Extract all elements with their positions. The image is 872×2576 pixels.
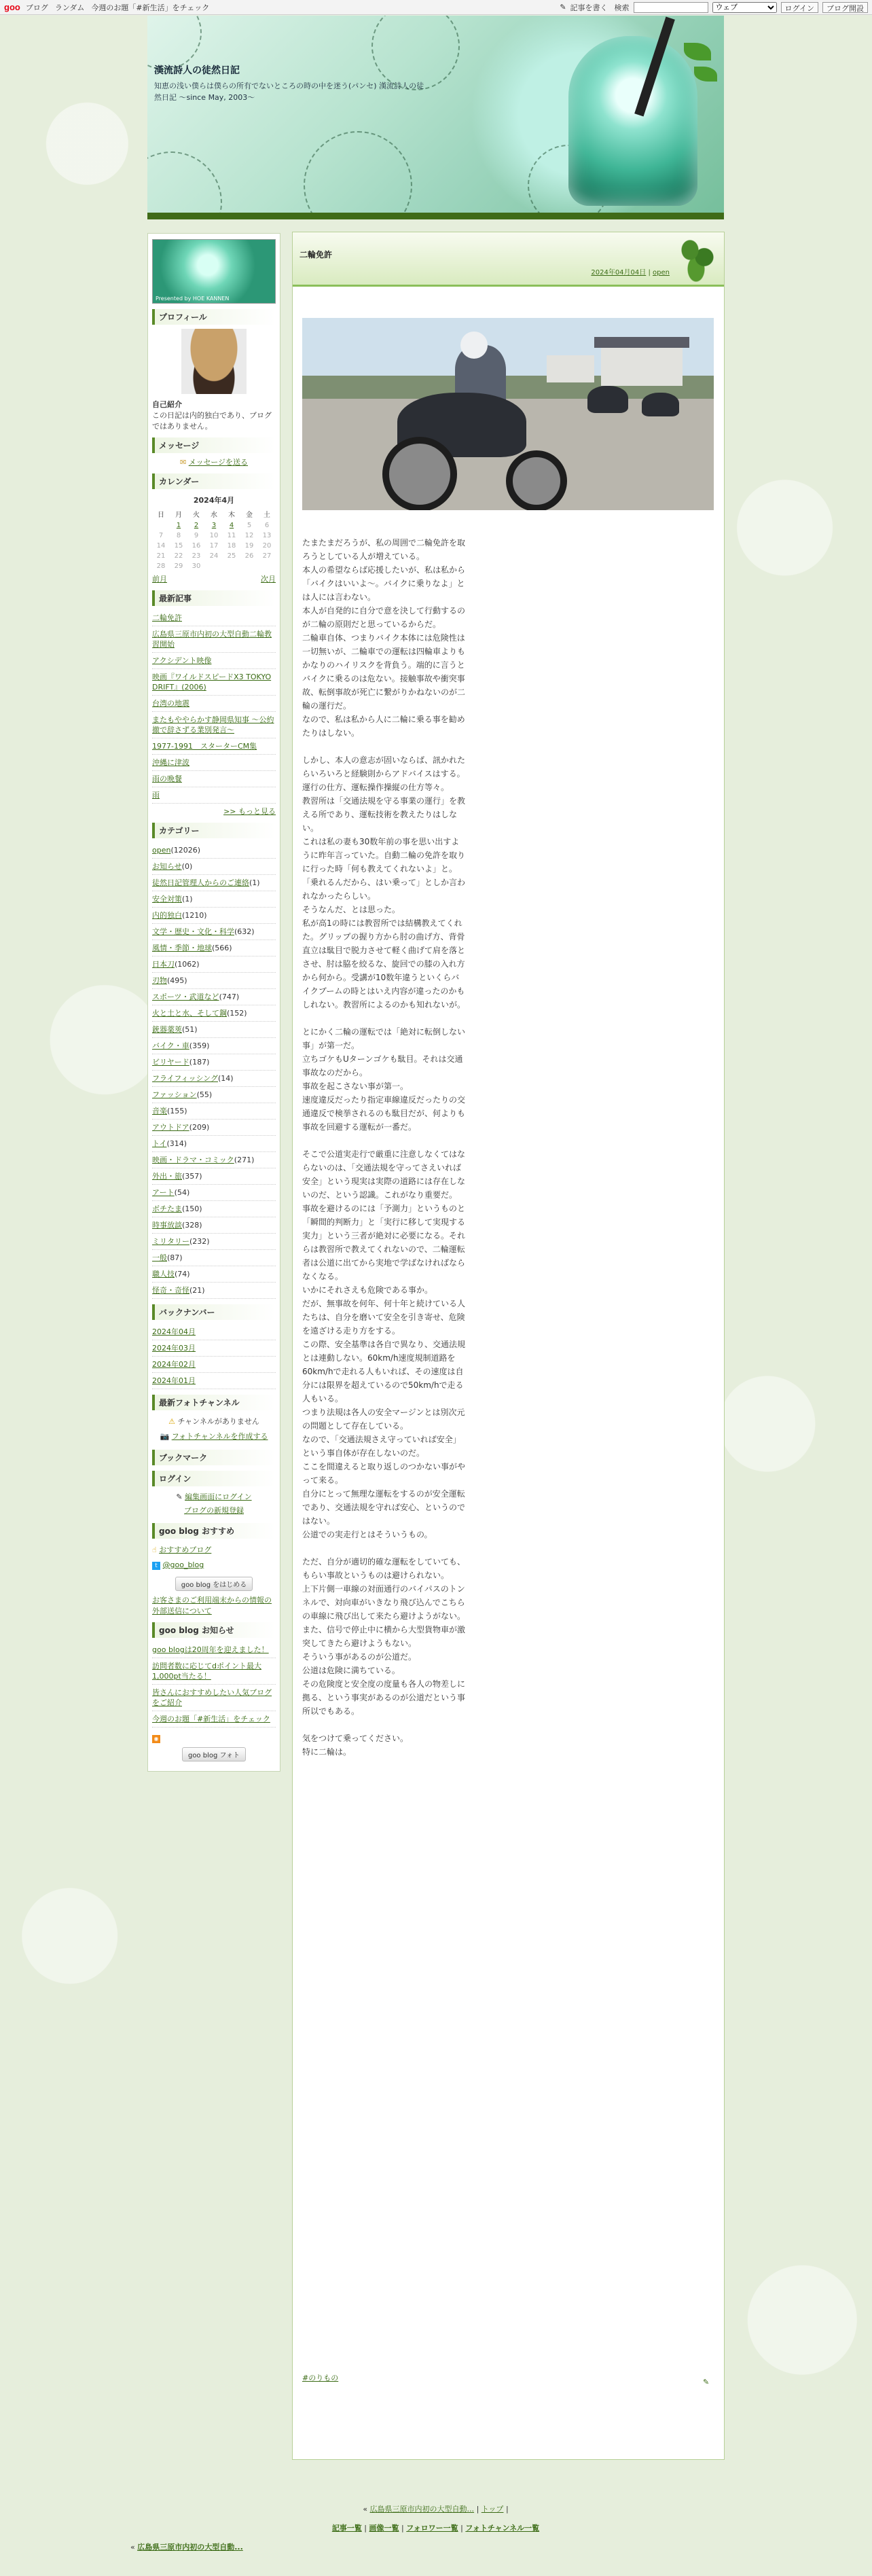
- category-count: (1062): [175, 960, 200, 969]
- calendar-nav: [152, 574, 276, 585]
- calendar-day: [152, 520, 170, 531]
- news-link[interactable]: 皆さんにおすすめしたい人気ブログをご紹介: [152, 1688, 272, 1707]
- calendar-day: 23: [192, 552, 201, 560]
- top-link[interactable]: トップ: [481, 2505, 504, 2514]
- prev-article-full-link[interactable]: 広島県三原市内初の大型自動...: [137, 2543, 243, 2552]
- list-item: [152, 1373, 276, 1389]
- edit-pencil-icon[interactable]: ✎: [703, 2378, 710, 2386]
- category-count: (1): [249, 878, 260, 887]
- open-blog-button[interactable]: ブログ開設: [822, 2, 868, 13]
- backnumber-heading: バックナンバー: [152, 1304, 276, 1320]
- list-item: [152, 771, 276, 787]
- list-item: [152, 696, 276, 712]
- category-link[interactable]: open: [152, 846, 171, 855]
- list-item: [152, 1357, 276, 1373]
- category-item: [152, 1120, 276, 1136]
- category-item: [152, 1005, 276, 1022]
- category-count: (14): [217, 1074, 234, 1083]
- photochannel-none-text: チャンネルがありません: [177, 1417, 259, 1426]
- write-article-link[interactable]: 記事を書く: [570, 3, 608, 12]
- ornament-circle: [147, 151, 222, 219]
- category-count: (357): [182, 1172, 202, 1181]
- category-link[interactable]: アウトドア: [152, 1123, 189, 1132]
- category-link[interactable]: 外出・旅: [152, 1172, 182, 1181]
- category-item: [152, 1217, 276, 1234]
- entry-paragraph: たまたまだろうが、私の周囲で二輪免許を取ろうとしている人が増えている。 本人の希望ならば応援したいが、私は私から「バイクはいいよ〜。バイクに乗りなよ」とは人には言わない。 本人が自発的に自分で意を決して行動するのが二輪の原則だと思っているからだ。 二輪車自体、つまりバイク本体には危険性は一切無いが、二輪車での運転は四輪車よりもかなりのハイリスクを背負う。端的に言うとバイクに乗るのは危ない。接触事故や衝突事故、転倒事故が死亡に繋がりかねないのが二輪の運行だ。 なので、私は私から人に二輪に乗る事を勧めたりはしない。: [302, 538, 466, 738]
- twitter-link[interactable]: @goo_blog: [162, 1560, 204, 1569]
- photo-house: [547, 355, 594, 382]
- list-item: [152, 787, 276, 804]
- category-item: [152, 1087, 276, 1103]
- calendar-day: [240, 561, 258, 571]
- photochannel-none: [152, 1414, 276, 1429]
- toolbar-link-weekly-theme[interactable]: 今週のお題「#新生活」をチェック: [91, 3, 210, 12]
- calendar-week: [152, 520, 276, 531]
- calendar-day: 30: [192, 562, 201, 570]
- category-link[interactable]: ビリヤード: [152, 1058, 189, 1067]
- category-link[interactable]: 銃器薬莢: [152, 1025, 182, 1034]
- list-item: [152, 1642, 276, 1658]
- category-count: (632): [234, 927, 255, 936]
- toolbar-link-random[interactable]: ランダム: [54, 3, 85, 12]
- recent-article-link[interactable]: 広島県三原市内初の大型自動二輪教習開始: [152, 630, 272, 649]
- category-item: [152, 891, 276, 908]
- warning-icon: ⚠: [168, 1417, 176, 1426]
- search-input[interactable]: [634, 2, 708, 13]
- photochannel-create: [152, 1429, 276, 1444]
- calendar-day: 7: [158, 532, 164, 539]
- leaf-decoration: [684, 43, 711, 60]
- login-heading: ログイン: [152, 1471, 276, 1486]
- blog-title[interactable]: 漢流詩人の徒然日記: [154, 65, 240, 76]
- goo-logo[interactable]: goo: [4, 2, 20, 12]
- category-item: [152, 1038, 276, 1054]
- meta-separator: |: [648, 269, 653, 276]
- list-item: [152, 755, 276, 771]
- list-item: [152, 1340, 276, 1357]
- left-sidebar: [147, 233, 280, 1772]
- calendar-day: 24: [209, 552, 219, 560]
- backnumber-list: [152, 1324, 276, 1389]
- calendar-weekday: 火: [193, 512, 200, 519]
- category-count: (12026): [170, 846, 201, 855]
- bookmark-heading: ブックマーク: [152, 1450, 276, 1465]
- calendar-day: 5: [247, 522, 252, 529]
- calendar-day: 8: [176, 532, 181, 539]
- category-item: [152, 973, 276, 989]
- recent-article-link[interactable]: 台湾の地震: [152, 699, 189, 708]
- entry-paragraph: そこで公道実走行で厳重に注意しなくてはならないのは、「交通法規を守ってさえいれば安全」という現実は実際の道路には存在しないのだ、という認識。これがなり重要だ。 事故を避けるのには「予測力」というものと「瞬間的判断力」と「実行に移して実現する実力」という三者が絶対に必要になる。それらは教習所で教えてくれないので、二輪運転者は公道に出てから実地で学ばなければならなくなる。 いかにそれさえも危険である事か。 だが、無事故を何年、何十年と続けている人たちは、自分を磨いて安全を引き寄せ、危険を遠ざける走り方をする。 この際、安全基準は各自で異なり、交通法規とは連動しない。60km/h速度規制道路を60km/hで走れる人もいれば、その速度は自分には限界を超えているので50km/hで走る人もいる。 つまり法規は各人の安全マージンとは別次元の問題として存在している。 なので、「交通法規さえ守っていれば安全」という事自体が存在しないのだ。 ここを間違えると取り返しのつかない事がやって来る。 自分にとって無理な運転をするのが安全運転であり、交通法規を守れば安心、というのではない。 公道での実走行とはそういうもの。: [302, 1149, 466, 1539]
- category-item: [152, 1266, 276, 1283]
- list-item: [152, 1711, 276, 1728]
- list-item: [152, 1324, 276, 1340]
- entry-paragraph: ただ、自分が適切的確な運転をしていても、もらい事故というものは避けられない。 上下片側一車線の対面通行のバイパスのトンネルで、対向車がいきなり飛び込んでこちらの車線に飛び出して来たら避けようがない。 また、信号で停止中に横から大型貨物車が激突してきたら避けようもない。 そういう事があるのが公道だ。 公道は危険に満ちている。 その危険度と安全度の度量も各人の物差しに拠る、という事実があるのが公道だという事所以でもある。: [302, 1557, 466, 1716]
- news-link[interactable]: goo blogは20周年を迎えました！: [152, 1645, 269, 1654]
- category-link[interactable]: 映画・ドラマ・コミック: [152, 1156, 234, 1164]
- category-link[interactable]: 時事放談: [152, 1221, 182, 1230]
- recent-more-link[interactable]: >> もっと見る: [223, 807, 276, 816]
- photo-house: [601, 345, 683, 386]
- article-list-link[interactable]: 記事一覧: [331, 2524, 362, 2533]
- category-list: [152, 842, 276, 1299]
- data-transmission-notice-link[interactable]: お客さまのご利用端末からの情報の外部送信について: [152, 1596, 272, 1615]
- category-count: (152): [227, 1009, 247, 1018]
- sidebar-banner: [152, 239, 276, 304]
- calendar-body: [152, 520, 276, 571]
- category-item: [152, 989, 276, 1005]
- recent-article-link[interactable]: 1977-1991 スターターCM集: [152, 742, 257, 751]
- pencil-icon: ✎: [560, 3, 566, 12]
- calendar-weekday: 金: [246, 512, 253, 519]
- news-link[interactable]: 訪問者数に応じてdポイント最大1,000pt当たる！: [152, 1662, 261, 1681]
- category-item: [152, 1136, 276, 1152]
- recommend-heading: goo blog おすすめ: [152, 1523, 276, 1539]
- calendar-day-link[interactable]: 3: [211, 522, 217, 529]
- recent-article-link[interactable]: 沖縄に津波: [152, 758, 189, 767]
- blog-header: [147, 16, 724, 219]
- recommend-blog-link[interactable]: おすすめブログ: [159, 1545, 212, 1554]
- list-item: [152, 626, 276, 653]
- category-count: (21): [189, 1286, 205, 1295]
- calendar-day: 6: [264, 522, 270, 529]
- calendar-day: [223, 520, 240, 531]
- list-item: [152, 669, 276, 696]
- category-link[interactable]: バイク・車: [152, 1041, 189, 1050]
- category-count: (495): [167, 976, 187, 985]
- separator: |: [476, 2505, 482, 2514]
- calendar-day: 29: [174, 562, 183, 570]
- hand-icon: ☝: [152, 1545, 157, 1554]
- message-heading: メッセージ: [152, 437, 276, 453]
- recent-article-link[interactable]: アクシデント映像: [152, 656, 212, 665]
- category-item: [152, 1283, 276, 1299]
- list-item: [152, 1685, 276, 1711]
- category-link[interactable]: 文学・歴史・文化・科学: [152, 927, 234, 936]
- category-count: (271): [234, 1156, 255, 1164]
- category-item: [152, 1168, 276, 1185]
- category-count: (54): [174, 1188, 190, 1197]
- calendar-day-link[interactable]: 1: [176, 522, 181, 529]
- calendar-day: 25: [227, 552, 236, 560]
- bottom-nav-row2: 記事一覧 | 画像一覧 | フォロワー一覧 | フォトチャンネル一覧: [331, 2524, 540, 2533]
- calendar-day: 16: [192, 542, 201, 550]
- start-goo-blog-button[interactable]: goo blog をはじめる: [175, 1577, 253, 1591]
- blog-description: 知恵の浅い僕らは僕らの所有でないところの時の中を迷う(パンセ) 漢流詩人の徒然日記 〜since May, 2003〜: [154, 82, 424, 102]
- category-item: [152, 924, 276, 940]
- calendar-day: 10: [209, 532, 219, 539]
- recent-articles-list: [152, 610, 276, 804]
- category-item: [152, 1201, 276, 1217]
- category-count: (87): [167, 1253, 183, 1262]
- category-count: (74): [175, 1270, 190, 1278]
- list-item: [152, 610, 276, 626]
- calendar-weekday: 土: [264, 512, 270, 519]
- calendar-day: 15: [174, 542, 183, 550]
- photo-helmet: [460, 332, 488, 359]
- calendar-weekday: 水: [211, 512, 217, 519]
- calendar-next-link[interactable]: 次月: [261, 575, 276, 584]
- calendar-day: [223, 561, 240, 571]
- calendar-day: 21: [156, 552, 166, 560]
- calendar-day: 13: [262, 532, 272, 539]
- calendar-weekdays: [152, 507, 276, 520]
- calendar-day: 9: [194, 532, 199, 539]
- category-item: [152, 875, 276, 891]
- category-link[interactable]: ボチたま: [152, 1204, 182, 1213]
- category-link[interactable]: 内的独白: [152, 911, 182, 920]
- category-link[interactable]: 一般: [152, 1253, 167, 1262]
- news-list: [152, 1642, 276, 1728]
- news-heading: goo blog お知らせ: [152, 1622, 276, 1638]
- ornament-circle: [371, 16, 460, 90]
- entry-header: [293, 232, 724, 287]
- edit-login-link[interactable]: 編集画面にログイン: [185, 1492, 252, 1501]
- profile-avatar: [181, 329, 247, 394]
- entry-meta: [591, 266, 670, 276]
- prev-article-link[interactable]: 広島県三原市内初の大型自動...: [369, 2505, 475, 2514]
- search-scope-select[interactable]: [712, 2, 777, 13]
- category-count: (1): [182, 895, 193, 904]
- recent-article-link[interactable]: またもややらかす静岡県知事 〜公約撤で辞さずる業別発言〜: [152, 715, 274, 734]
- new-blog-link[interactable]: ブログの新規登録: [184, 1506, 244, 1515]
- entry-footer: [302, 2372, 710, 2386]
- entry-category-link[interactable]: open: [653, 269, 670, 276]
- entry-paragraph: 気をつけて乗ってください。 特に二輪は。: [302, 1734, 409, 1757]
- category-item: [152, 859, 276, 875]
- category-count: (155): [167, 1107, 187, 1115]
- profile-intro-text: この日記は内的独白であり、ブログではありません。: [152, 411, 272, 431]
- photo-wheel: [506, 450, 567, 510]
- entry-title: 二輪免許: [299, 250, 333, 260]
- category-link[interactable]: トイ: [152, 1139, 167, 1148]
- photo-wheel: [382, 437, 457, 510]
- banner-text: Presented by HOE KANNEN: [156, 296, 230, 302]
- main-entry: [292, 232, 725, 2460]
- category-item: [152, 956, 276, 973]
- login-button[interactable]: ログイン: [781, 2, 818, 13]
- calendar: [152, 493, 276, 571]
- category-link[interactable]: 安全対策: [152, 895, 182, 904]
- category-count: (328): [182, 1221, 202, 1230]
- category-count: (359): [189, 1041, 210, 1050]
- calendar-day: 28: [156, 562, 166, 570]
- calendar-day: 19: [244, 542, 254, 550]
- calendar-day: [187, 520, 205, 531]
- bottom-nav-row3: [130, 2538, 724, 2557]
- category-count: (51): [182, 1025, 198, 1034]
- calendar-day: 20: [262, 542, 272, 550]
- calendar-day: 22: [174, 552, 183, 560]
- category-link[interactable]: フライフィッシング: [152, 1074, 218, 1083]
- entry-tag-link[interactable]: #のりもの: [302, 2374, 339, 2382]
- twitter-icon: t: [152, 1562, 160, 1570]
- category-link[interactable]: アート: [152, 1188, 175, 1197]
- category-link[interactable]: 風情・季節・地球: [152, 944, 212, 952]
- entry-body: [302, 536, 465, 1772]
- calendar-week: [152, 551, 276, 561]
- leaf-decoration: [694, 67, 717, 82]
- backnumber-link[interactable]: 2024年01月: [152, 1376, 196, 1385]
- category-item: [152, 1250, 276, 1266]
- category-count: (1210): [182, 911, 207, 920]
- category-count: (747): [219, 992, 240, 1001]
- recent-article-link[interactable]: 雨: [152, 791, 160, 800]
- category-link[interactable]: 職人技: [152, 1270, 175, 1278]
- calendar-day: [205, 561, 223, 571]
- profile-heading: プロフィール: [152, 309, 276, 325]
- category-count: (55): [196, 1090, 213, 1099]
- category-link[interactable]: 日本刀: [152, 960, 175, 969]
- calendar-heading: カレンダー: [152, 473, 276, 489]
- envelope-icon: ✉: [179, 458, 187, 467]
- photo-motorcycle-distant: [642, 393, 679, 416]
- category-count: (232): [189, 1237, 210, 1246]
- calendar-day: [205, 520, 223, 531]
- category-link[interactable]: 火と土と水、そして鋼: [152, 1009, 227, 1018]
- calendar-day: 12: [244, 532, 254, 539]
- entry-paragraph: とにかく二輪の運転では「絶対に転倒しない事」が第一だ。 立ちゴケもUターンゴケも駄目。それは交通事故なのだから。 事故を起こさない事が第一。 速度違反だったり指定車線違反だったりの交通違反で検挙されるのも駄目だが、何よりも事故を回避する運転が一番だ。: [302, 1027, 466, 1132]
- category-item: [152, 1022, 276, 1038]
- calendar-day: 18: [227, 542, 236, 550]
- image-list-link[interactable]: 画像一覧: [369, 2524, 399, 2533]
- calendar-day: [258, 561, 276, 571]
- recent-heading: 最新記事: [152, 590, 276, 606]
- message-block: [152, 457, 276, 468]
- goo-toolbar: [0, 0, 872, 15]
- recent-article-link[interactable]: 二輪免許: [152, 613, 182, 622]
- dessert-glass-image: [568, 36, 697, 206]
- calendar-weekday: 日: [158, 512, 164, 519]
- prev-arrow-icon: «: [130, 2543, 135, 2552]
- toolbar-link-blog[interactable]: ブログ: [25, 3, 48, 12]
- news-link[interactable]: 今週のお題「#新生活」をチェック: [152, 1715, 270, 1723]
- recent-article-link[interactable]: 映画『ワイルドスピードX3 TOKYO DRIFT』(2006): [152, 673, 272, 692]
- backnumber-link[interactable]: 2024年04月: [152, 1327, 196, 1336]
- calendar-day-link[interactable]: 4: [229, 522, 234, 529]
- category-item: [152, 1152, 276, 1168]
- category-link[interactable]: 怪奇・奇怪: [152, 1286, 189, 1295]
- ornament-circle: [304, 131, 412, 219]
- list-item: [152, 653, 276, 669]
- category-item: [152, 1071, 276, 1087]
- calendar-day: 17: [209, 542, 219, 550]
- leaf-decoration: [678, 236, 719, 283]
- category-count: (187): [189, 1058, 210, 1067]
- send-message-link[interactable]: メッセージを送る: [188, 458, 249, 467]
- photochannel-heading: 最新フォトチャンネル: [152, 1395, 276, 1410]
- entry-date-link[interactable]: 2024年04月04日: [591, 269, 647, 276]
- category-link[interactable]: スポーツ・武道など: [152, 992, 219, 1001]
- list-item: [152, 738, 276, 755]
- goo-blog-photo-button[interactable]: goo blog フォト: [182, 1747, 246, 1761]
- calendar-day: 26: [244, 552, 254, 560]
- category-item: [152, 1234, 276, 1250]
- create-photochannel-link[interactable]: フォトチャンネルを作成する: [171, 1432, 268, 1441]
- category-link[interactable]: お知らせ: [152, 862, 182, 871]
- category-item: [152, 940, 276, 956]
- category-link[interactable]: ミリタリー: [152, 1237, 189, 1246]
- category-link[interactable]: 徒然日記管理人からのご連絡: [152, 878, 249, 887]
- calendar-weekday: 月: [175, 512, 182, 519]
- backnumber-link[interactable]: 2024年03月: [152, 1344, 196, 1353]
- category-count: (0): [181, 862, 193, 871]
- category-count: (566): [212, 944, 232, 952]
- photochannel-list-link[interactable]: フォトチャンネル一覧: [465, 2524, 540, 2533]
- bottom-navigation: [130, 2500, 724, 2557]
- calendar-prev-link[interactable]: 前月: [152, 575, 167, 584]
- calendar-week: [152, 531, 276, 541]
- calendar-week: [152, 561, 276, 571]
- list-item: [152, 1658, 276, 1685]
- separator: |: [505, 2505, 509, 2514]
- category-link[interactable]: 刃物: [152, 976, 167, 985]
- photo-roof: [594, 337, 689, 348]
- category-count: (209): [189, 1123, 210, 1132]
- category-count: (150): [182, 1204, 202, 1213]
- blog-container: [147, 16, 724, 2386]
- backnumber-link[interactable]: 2024年02月: [152, 1360, 196, 1369]
- calendar-day-link[interactable]: 2: [194, 522, 199, 529]
- toolbar-right: [560, 2, 868, 13]
- entry-photo-motorcycles[interactable]: [302, 318, 714, 510]
- calendar-day: [170, 520, 187, 531]
- camera-icon: 📷: [160, 1432, 170, 1441]
- calendar-weekday: 木: [228, 512, 235, 519]
- recent-article-link[interactable]: 雨の晩餐: [152, 774, 182, 783]
- category-item: [152, 1185, 276, 1201]
- calendar-week: [152, 541, 276, 551]
- calendar-caption: 2024年4月: [193, 496, 235, 505]
- prev-arrow-icon: «: [363, 2505, 368, 2514]
- category-link[interactable]: 音楽: [152, 1107, 167, 1115]
- calendar-day: 14: [156, 542, 166, 550]
- entry-paragraph: しかし、本人の意志が固いならば、訊かれたらいろいろと経験則からアドバイスはする。 運行の仕方、運転操作操縦の仕方等々。 教習所は「交通法規を守る事業の運行」を教える所であり、運転技術を教えたりはしない。 これは私の妻も30数年前の事を思い出すように昨年言っていた。自動二輪の免許を取りに行った時「何も教えてくれないよ」と。「乗れるんだから、はい乗って」としか言われなかったらしい。 そうなんだ、とは思った。 私が高1の時には教習所では結構教えてくれた。グリップの握り方から肘の曲げ方、背骨直立は駄目で脱力させて軽く曲げて肩を落とさせ、肘は脇を絞るな、旋回での膝の入れ方から何から。受講が10数年違うといくらバイクブームの時とはいえ内容が違ったのかもしれない。教習所によるのかも知れないが。: [302, 755, 466, 1009]
- pencil-icon: ✎: [176, 1492, 183, 1501]
- calendar-day: 27: [262, 552, 272, 560]
- photo-motorcycle-distant: [587, 386, 628, 413]
- category-item: [152, 1103, 276, 1120]
- profile-intro-label: 自己紹介: [152, 400, 182, 409]
- search-label: 検索: [614, 3, 630, 12]
- rss-icon[interactable]: ◉: [152, 1735, 160, 1743]
- ornament-circle: [147, 16, 202, 70]
- category-count: (314): [166, 1139, 187, 1148]
- category-item: [152, 908, 276, 924]
- list-item: [152, 712, 276, 738]
- category-item: [152, 1054, 276, 1071]
- follower-list-link[interactable]: フォロワー一覧: [406, 2524, 458, 2533]
- category-link[interactable]: ファッション: [152, 1090, 197, 1099]
- category-heading: カテゴリー: [152, 823, 276, 838]
- category-item: [152, 842, 276, 859]
- calendar-day: 11: [227, 532, 236, 539]
- bottom-nav-row1: [147, 2500, 724, 2519]
